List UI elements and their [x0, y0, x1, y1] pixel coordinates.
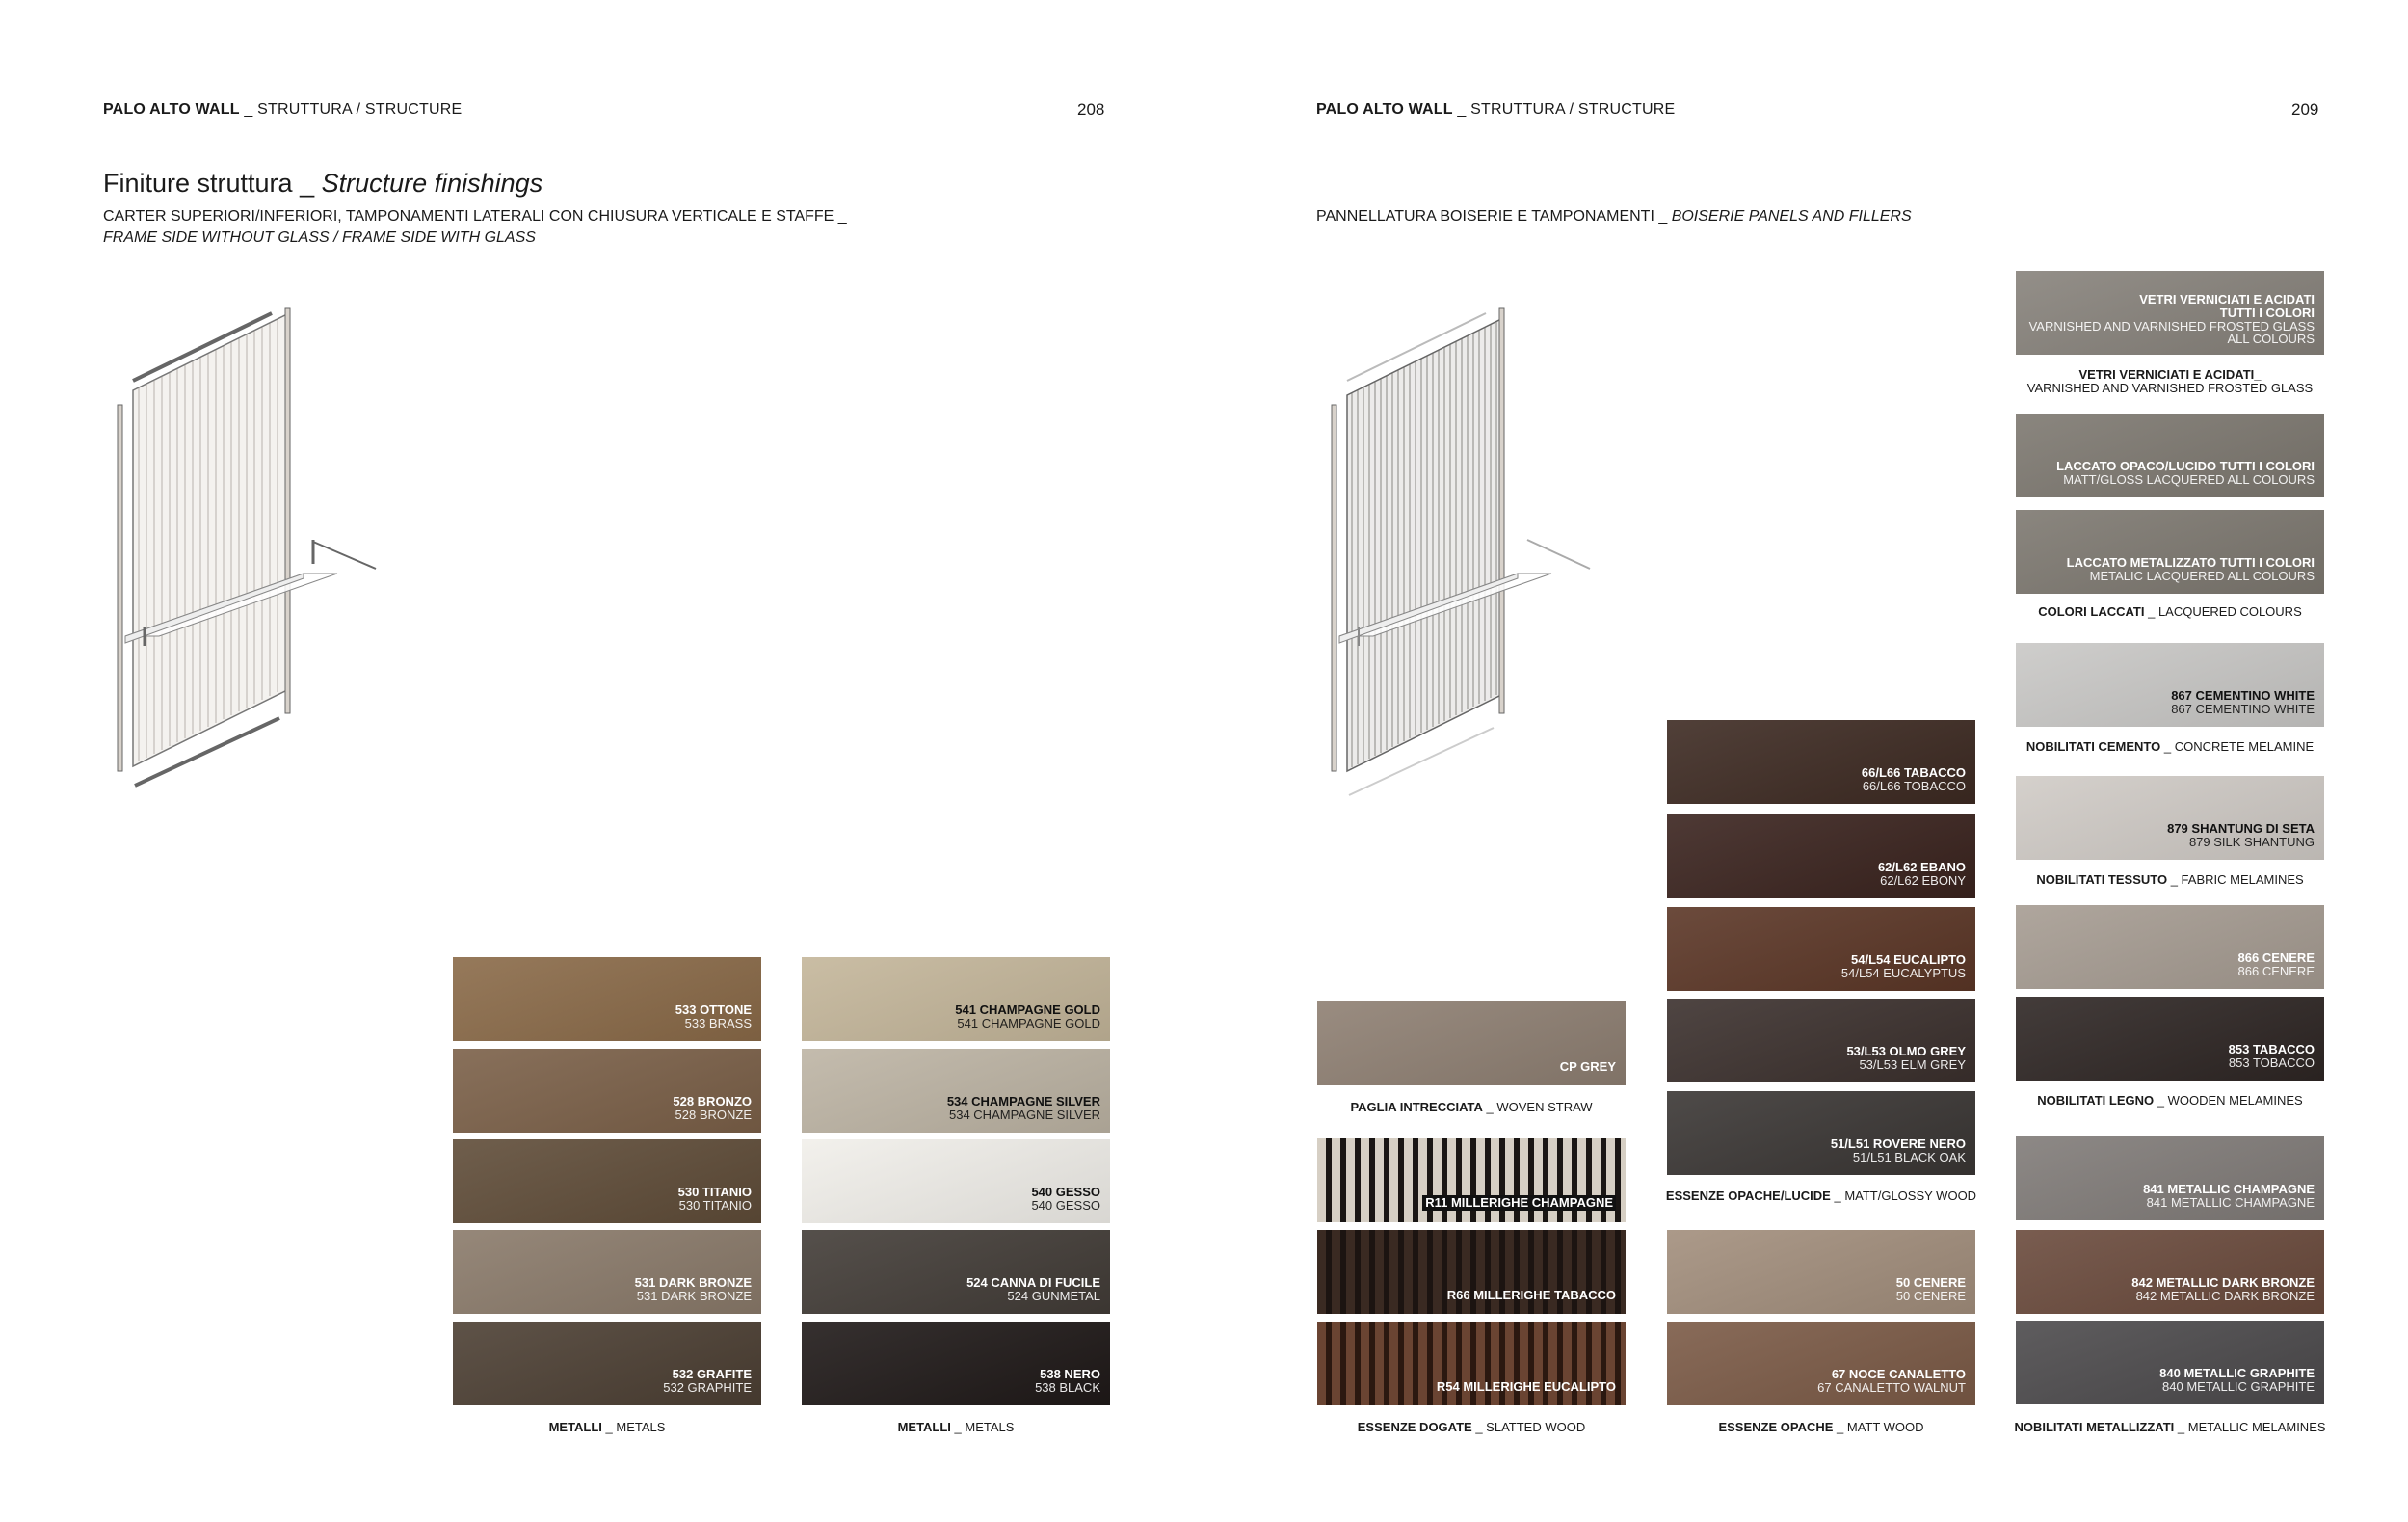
- swatch-540-gesso[interactable]: [802, 1139, 1110, 1223]
- swatch-english: 538 BLACK: [1035, 1380, 1100, 1395]
- swatch-lacquered-matt-gloss[interactable]: [2016, 414, 2324, 497]
- right-page-number: 209: [2291, 100, 2319, 119]
- swatch-530-titanio[interactable]: [453, 1139, 761, 1223]
- left-subtitle-it: CARTER SUPERIORI/INFERIORI, TAMPONAMENTI LATERALI CON CHIUSURA VERTICALE E STAFFE _: [103, 208, 847, 225]
- swatch-code: 50 CENERE: [1895, 1275, 1966, 1290]
- swatch-842-metallic-dark-bronze[interactable]: [2016, 1230, 2324, 1314]
- swatch-840-metallic-graphite[interactable]: [2016, 1321, 2324, 1404]
- swatch-english: 531 DARK BRONZE: [636, 1289, 752, 1303]
- swatch-english: 879 SILK SHANTUNG: [2188, 835, 2315, 849]
- swatch-english: 62/L62 EBONY: [1880, 873, 1966, 888]
- swatch-841-metallic-champagne[interactable]: [2016, 1136, 2324, 1220]
- swatch-english: VARNISHED AND VARNISHED FROSTED GLASS: [2028, 319, 2315, 334]
- right-running-header: [1316, 101, 1675, 119]
- right-subtitle-it: PANNELLATURA BOISERIE E TAMPONAMENTI _: [1316, 208, 1672, 225]
- glossy-caption: ESSENZE OPACHE/LUCIDE _ MATT/GLOSSY WOOD: [1665, 1188, 1977, 1203]
- swatch-866-cenere[interactable]: [2016, 905, 2324, 989]
- swatch-varnished-glass[interactable]: [2016, 271, 2324, 355]
- swatch-english: 53/L53 ELM GREY: [1859, 1057, 1966, 1072]
- swatch-code: 533 OTTONE: [675, 1002, 752, 1017]
- swatch-english: 51/L51 BLACK OAK: [1852, 1150, 1966, 1164]
- right-subtitle-en: BOISERIE PANELS AND FILLERS: [1671, 208, 1912, 225]
- swatch-code: 841 METALLIC CHAMPAGNE: [2143, 1182, 2315, 1196]
- right-brand: PALO ALTO WALL: [1316, 101, 1453, 118]
- glass-caption: VETRI VERNICIATI E ACIDATI_ VARNISHED AND VARNISHED FROSTED GLASS: [2026, 367, 2314, 395]
- swatch-code: 66/L66 TABACCO: [1861, 765, 1966, 780]
- left-subtitle-en: FRAME SIDE WITHOUT GLASS / FRAME SIDE WITH GLASS: [103, 229, 536, 246]
- swatch-cp-grey[interactable]: [1317, 1001, 1626, 1085]
- lacquer-caption: COLORI LACCATI _ LACQUERED COLOURS: [2038, 604, 2302, 619]
- left-running-header: [103, 101, 462, 119]
- swatch-code: 54/L54 EUCALIPTO: [1851, 952, 1966, 967]
- swatch-code: 532 GRAFITE: [672, 1367, 752, 1381]
- swatch-code: 540 GESSO: [1031, 1185, 1100, 1199]
- swatch-code: 530 TITANIO: [677, 1185, 752, 1199]
- swatch-lacquered-metallic[interactable]: [2016, 510, 2324, 594]
- swatch-english: 541 CHAMPAGNE GOLD: [957, 1016, 1100, 1030]
- swatch-code: R11 MILLERIGHE CHAMPAGNE: [1422, 1195, 1616, 1211]
- swatch-code: 67 NOCE CANALETTO: [1831, 1367, 1966, 1381]
- matt-caption: ESSENZE OPACHE _ MATT WOOD: [1718, 1420, 1924, 1434]
- fabric-caption: NOBILITATI TESSUTO _ FABRIC MELAMINES: [2036, 872, 2304, 887]
- swatch-53-olmo-grey[interactable]: [1667, 999, 1975, 1082]
- swatch-r11-millerighe-champagne[interactable]: [1317, 1138, 1626, 1222]
- metals-caption-1: METALLI _ METALS: [548, 1420, 666, 1434]
- swatch-code: 853 TABACCO: [2228, 1042, 2315, 1056]
- left-title-it: Finiture struttura _: [103, 169, 322, 198]
- swatch-english: METALIC LACQUERED ALL COLOURS: [2089, 569, 2315, 583]
- swatch-english: 540 GESSO: [1031, 1198, 1100, 1213]
- swatch-533-ottone[interactable]: [453, 957, 761, 1041]
- swatch-code: VETRI VERNICIATI E ACIDATI: [2139, 292, 2315, 307]
- swatch-code: 531 DARK BRONZE: [634, 1275, 752, 1290]
- swatch-879-shantung[interactable]: [2016, 776, 2324, 860]
- left-subtitle: [103, 206, 847, 249]
- swatch-541-champagne-gold[interactable]: [802, 957, 1110, 1041]
- swatch-853-tabacco[interactable]: [2016, 997, 2324, 1081]
- swatch-code: R66 MILLERIGHE TABACCO: [1446, 1288, 1616, 1302]
- swatch-54-eucalipto[interactable]: [1667, 907, 1975, 991]
- swatch-code: 62/L62 EBANO: [1877, 860, 1966, 874]
- left-brand: PALO ALTO WALL: [103, 101, 240, 118]
- swatch-867-cementino-white[interactable]: [2016, 643, 2324, 727]
- swatch-528-bronzo[interactable]: [453, 1049, 761, 1133]
- swatch-english: 866 CENERE: [2237, 964, 2315, 978]
- right-section: _ STRUTTURA / STRUCTURE: [1452, 101, 1676, 118]
- swatch-50-cenere[interactable]: [1667, 1230, 1975, 1314]
- swatch-code: 842 METALLIC DARK BRONZE: [2131, 1275, 2315, 1290]
- swatch-code: 879 SHANTUNG DI SETA: [2167, 821, 2315, 836]
- swatch-524-canna-di-fucile[interactable]: [802, 1230, 1110, 1314]
- swatch-538-nero[interactable]: [802, 1322, 1110, 1405]
- swatch-code: 541 CHAMPAGNE GOLD: [955, 1002, 1100, 1017]
- swatch-english-2: ALL COLOURS: [2227, 332, 2315, 346]
- swatch-english: 842 METALLIC DARK BRONZE: [2135, 1289, 2315, 1303]
- swatch-r54-millerighe-eucalipto[interactable]: [1317, 1322, 1626, 1405]
- swatch-english: MATT/GLOSS LACQUERED ALL COLOURS: [2063, 472, 2315, 487]
- swatch-english: 840 METALLIC GRAPHITE: [2162, 1379, 2315, 1394]
- swatch-english: 853 TOBACCO: [2228, 1055, 2315, 1070]
- swatch-51-rovere-nero[interactable]: [1667, 1091, 1975, 1175]
- swatch-code: 867 CEMENTINO WHITE: [2171, 688, 2315, 703]
- swatch-english: 841 METALLIC CHAMPAGNE: [2146, 1195, 2315, 1210]
- swatch-code: R54 MILLERIGHE EUCALIPTO: [1436, 1379, 1616, 1394]
- left-title-en: Structure finishings: [321, 169, 543, 198]
- swatch-532-grafite[interactable]: [453, 1322, 761, 1405]
- swatch-code: 538 NERO: [1040, 1367, 1100, 1381]
- swatch-english: 534 CHAMPAGNE SILVER: [948, 1108, 1100, 1122]
- swatch-r66-millerighe-tabacco[interactable]: [1317, 1230, 1626, 1314]
- swatch-english: 66/L66 TOBACCO: [1862, 779, 1966, 793]
- right-structure-drawing: [1320, 299, 1600, 810]
- swatch-531-dark-bronze[interactable]: [453, 1230, 761, 1314]
- swatch-english: 50 CENERE: [1895, 1289, 1966, 1303]
- swatch-english: 867 CEMENTINO WHITE: [2171, 702, 2315, 716]
- swatch-code: 534 CHAMPAGNE SILVER: [946, 1094, 1100, 1108]
- swatch-english: 67 CANALETTO WALNUT: [1817, 1380, 1966, 1395]
- swatch-534-champagne-silver[interactable]: [802, 1049, 1110, 1133]
- slatted-caption: ESSENZE DOGATE _ SLATTED WOOD: [1357, 1420, 1586, 1434]
- swatch-code: 524 CANNA DI FUCILE: [966, 1275, 1100, 1290]
- left-structure-drawing: [106, 294, 385, 814]
- left-section: _ STRUTTURA / STRUCTURE: [239, 101, 463, 118]
- woodmel-caption: NOBILITATI LEGNO _ WOODEN MELAMINES: [2037, 1093, 2303, 1108]
- swatch-code-2: TUTTI I COLORI: [2219, 306, 2315, 320]
- swatch-english: 532 GRAPHITE: [663, 1380, 752, 1395]
- swatch-english: 528 BRONZE: [675, 1108, 752, 1122]
- swatch-66-tabacco[interactable]: [1667, 720, 1975, 804]
- swatch-code: CP GREY: [1559, 1059, 1616, 1074]
- left-page-number: 208: [1077, 100, 1105, 119]
- swatch-english: 533 BRASS: [684, 1016, 752, 1030]
- swatch-code: LACCATO METALIZZATO TUTTI I COLORI: [2066, 555, 2315, 570]
- swatch-english: 524 GUNMETAL: [1007, 1289, 1100, 1303]
- swatch-code: 528 BRONZO: [673, 1094, 752, 1108]
- swatch-code: 51/L51 ROVERE NERO: [1830, 1136, 1966, 1151]
- swatch-62-ebano[interactable]: [1667, 814, 1975, 898]
- swatch-code: 840 METALLIC GRAPHITE: [2159, 1366, 2315, 1380]
- swatch-english: 530 TITANIO: [678, 1198, 752, 1213]
- straw-caption: PAGLIA INTRECCIATA _ WOVEN STRAW: [1350, 1100, 1593, 1114]
- metals-caption-2: METALLI _ METALS: [897, 1420, 1015, 1434]
- swatch-code: 53/L53 OLMO GREY: [1846, 1044, 1966, 1058]
- left-title: [103, 169, 542, 199]
- metmel-caption: NOBILITATI METALLIZZATI _ METALLIC MELAMINES: [2014, 1420, 2326, 1434]
- swatch-67-noce-canaletto[interactable]: [1667, 1322, 1975, 1405]
- swatch-english: 54/L54 EUCALYPTUS: [1840, 966, 1966, 980]
- concrete-caption: NOBILITATI CEMENTO _ CONCRETE MELAMINE: [2025, 739, 2315, 754]
- right-subtitle: [1316, 206, 1912, 227]
- swatch-code: 866 CENERE: [2237, 950, 2315, 965]
- swatch-code: LACCATO OPACO/LUCIDO TUTTI I COLORI: [2056, 459, 2315, 473]
